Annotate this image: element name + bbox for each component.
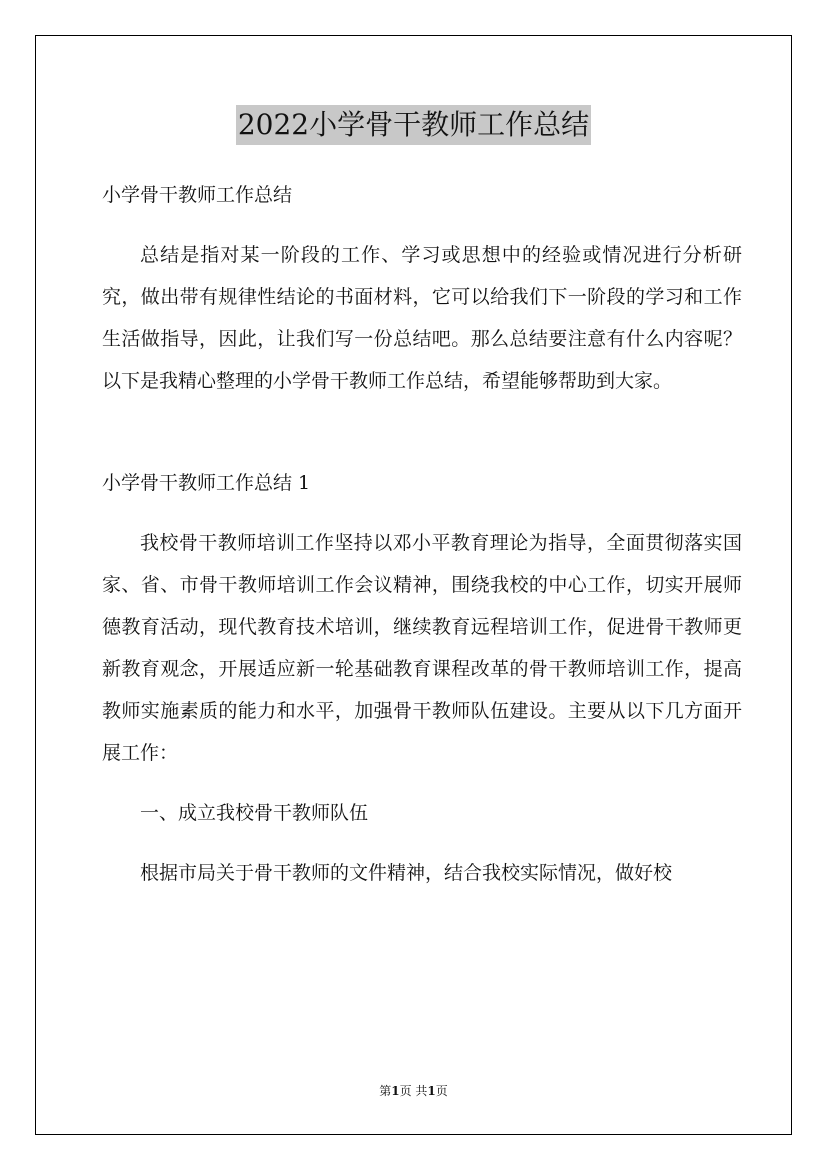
document-subtitle: 小学骨干教师工作总结 <box>102 184 293 206</box>
page-suffix: 页 <box>435 1084 448 1098</box>
section-paragraph: 我校骨干教师培训工作坚持以邓小平教育理论为指导，全面贯彻落实国家、省、市骨干教师培训工作会议精神，围绕我校的中心工作，切实开展师德教育活动，现代教育技术培训，继续教育远程培训工作，促进骨干教师更新教育观念，开展适应新一轮基础教育课程改革的骨干教师培训工作，提高教师实施素质的能力和水平，加强骨干教师队伍建设。主要从以下几方面开展工作： <box>102 532 742 764</box>
page-number: 1 <box>391 1084 400 1098</box>
page-mid: 页 共 <box>399 1084 428 1098</box>
intro-paragraph: 总结是指对某一阶段的工作、学习或思想中的经验或情况进行分析研究，做出带有规律性结论的书面材料，它可以给我们下一阶段的学习和工作生活做指导，因此，让我们写一份总结吧。那么总结要注意有什么内容呢？以下是我精心整理的小学骨干教师工作总结，希望能够帮助到大家。 <box>102 244 742 392</box>
document-title <box>0 104 827 145</box>
item-paragraph: 根据市局关于骨干教师的文件精神，结合我校实际情况，做好校 <box>140 862 673 884</box>
item-heading: 一、成立我校骨干教师队伍 <box>140 802 369 824</box>
page-total: 1 <box>427 1084 436 1098</box>
section-heading: 小学骨干教师工作总结 1 <box>102 472 311 494</box>
page-prefix: 第 <box>379 1084 392 1098</box>
page-footer <box>0 1083 827 1099</box>
document-title-text: 2022小学骨干教师工作总结 <box>236 105 591 145</box>
document-body <box>102 174 742 894</box>
